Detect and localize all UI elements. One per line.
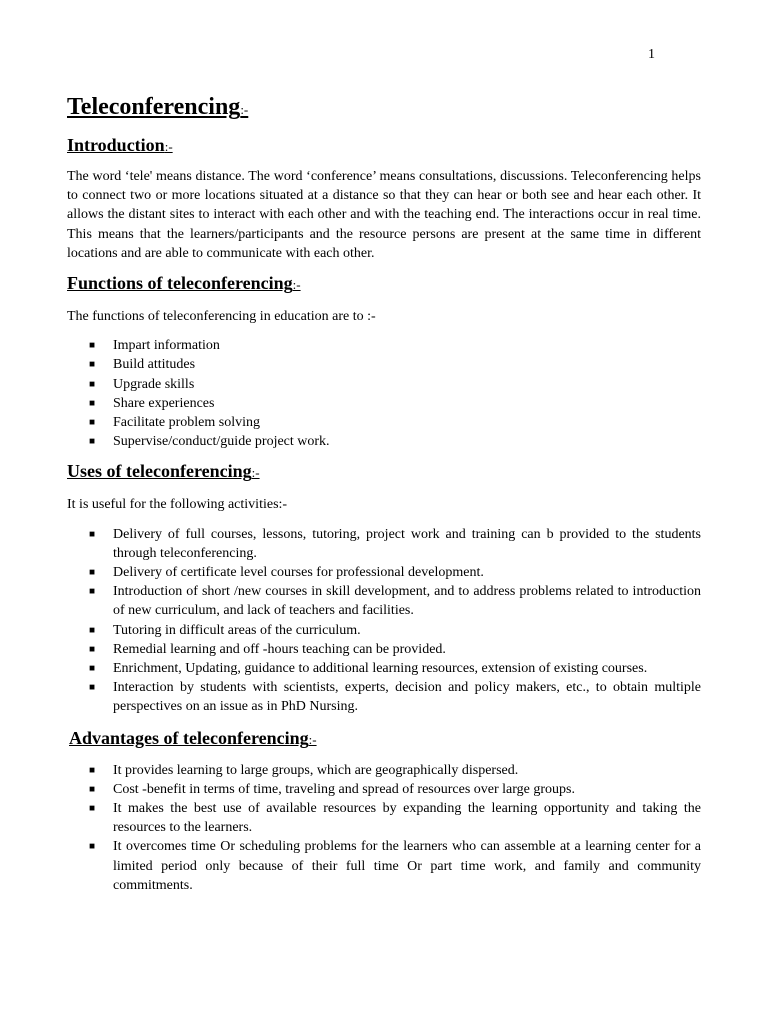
title-text: Teleconferencing [67, 94, 241, 120]
bullet-square-icon: ■ [89, 340, 96, 352]
list-item-text: Impart information [113, 338, 220, 354]
list-item [67, 336, 701, 355]
list-item [67, 659, 701, 678]
list-item-text: It makes the best use of available resources by expanding the learning opportunity and taking the resources to the learners. [113, 801, 701, 836]
section-heading-uses [67, 460, 701, 484]
advantages-list [67, 761, 701, 895]
uses-heading-text: Uses of teleconferencing [67, 461, 252, 482]
document-body [67, 92, 701, 895]
bullet-square-icon: ■ [89, 528, 96, 540]
bullet-square-icon: ■ [89, 663, 96, 675]
list-item-text: Upgrade skills [113, 376, 195, 392]
list-item-text: Supervise/conduct/guide project work. [113, 434, 330, 450]
list-item [67, 563, 701, 582]
bullet-square-icon: ■ [89, 682, 96, 694]
bullet-square-icon: ■ [89, 783, 96, 795]
list-item-text: Delivery of full courses, lessons, tutoring, project work and training can b provided to the students through teleconferencing. [113, 526, 701, 561]
list-item-text: Build attitudes [113, 357, 196, 373]
bullet-square-icon: ■ [89, 417, 96, 429]
list-item-text: Delivery of certificate level courses for professional development. [113, 565, 484, 581]
list-item [67, 432, 701, 451]
bullet-square-icon: ■ [89, 586, 96, 598]
functions-intro: The functions of teleconferencing in education are to :- [67, 309, 376, 325]
section-heading-advantages [69, 727, 701, 751]
list-item-text: Share experiences [113, 395, 215, 411]
list-item [67, 837, 701, 895]
list-item [67, 375, 701, 394]
advantages-heading-text: Advantages of teleconferencing [69, 727, 309, 748]
list-item-text: It overcomes time Or scheduling problems for the learners who can assemble at a learning center for a limited period only because of their full time Or part time work, and family and community commitments. [113, 839, 701, 893]
bullet-square-icon: ■ [89, 643, 96, 655]
list-item-text: Introduction of short /new courses in skill development, and to address problems related to introduction of new curriculum, and lack of teachers and facilities. [113, 584, 701, 619]
list-item [67, 582, 701, 620]
section-heading-functions [67, 272, 701, 296]
list-item-text: Cost -benefit in terms of time, traveling and spread of resources over large groups. [113, 781, 575, 797]
functions-list [67, 336, 701, 451]
list-item [67, 761, 701, 780]
list-item [67, 525, 701, 563]
list-item [67, 780, 701, 799]
list-item [67, 799, 701, 837]
list-item [67, 355, 701, 374]
uses-list [67, 525, 701, 717]
list-item [67, 394, 701, 413]
title-suffix: :- [240, 102, 249, 117]
bullet-square-icon: ■ [89, 624, 96, 636]
page-number: 1 [648, 47, 655, 62]
list-item-text: Tutoring in difficult areas of the curriculum. [113, 622, 361, 638]
list-item [67, 413, 701, 432]
introduction-heading-text: Introduction [67, 135, 165, 155]
document-title [67, 92, 701, 125]
uses-intro: It is useful for the following activities:- [67, 497, 288, 513]
bullet-square-icon: ■ [89, 397, 96, 409]
list-item-text: It provides learning to large groups, which are geographically dispersed. [113, 762, 519, 778]
bullet-square-icon: ■ [89, 436, 96, 448]
introduction-paragraph: The word ‘tele' means distance. The word ‘conference’ means consultations, discussions. Teleconferencing helps to connect two or more locations situated at a distance so that they can hear or both see and hear each other. It allows the distant sites to interact with each other and with the teaching end. The interactions occur in real time. This means that the learners/participants and the resource persons are present at the same time in different locations and are able to communicate with each other. [67, 169, 701, 261]
list-item-text: Enrichment, Updating, guidance to additional learning resources, extension of existing courses. [113, 661, 648, 677]
advantages-heading-suffix: :- [308, 731, 317, 747]
bullet-square-icon: ■ [89, 378, 96, 390]
bullet-square-icon: ■ [89, 567, 96, 579]
list-item-text: Interaction by students with scientists, experts, decision and policy makers, etc., to obtain multiple perspectives on an issue as in PhD Nursing. [113, 680, 701, 715]
uses-heading-suffix: :- [251, 465, 260, 481]
bullet-square-icon: ■ [89, 764, 96, 776]
list-item-text: Remedial learning and off -hours teaching can be provided. [113, 641, 446, 657]
list-item [67, 678, 701, 716]
list-item [67, 621, 701, 640]
bullet-square-icon: ■ [89, 803, 96, 815]
introduction-heading-suffix: :- [164, 139, 173, 154]
functions-heading-suffix: :- [292, 277, 301, 293]
list-item [67, 640, 701, 659]
functions-heading-text: Functions of teleconferencing [67, 273, 293, 294]
bullet-square-icon: ■ [89, 359, 96, 371]
bullet-square-icon: ■ [89, 841, 96, 853]
section-heading-introduction [67, 134, 701, 158]
list-item-text: Facilitate problem solving [113, 415, 260, 431]
